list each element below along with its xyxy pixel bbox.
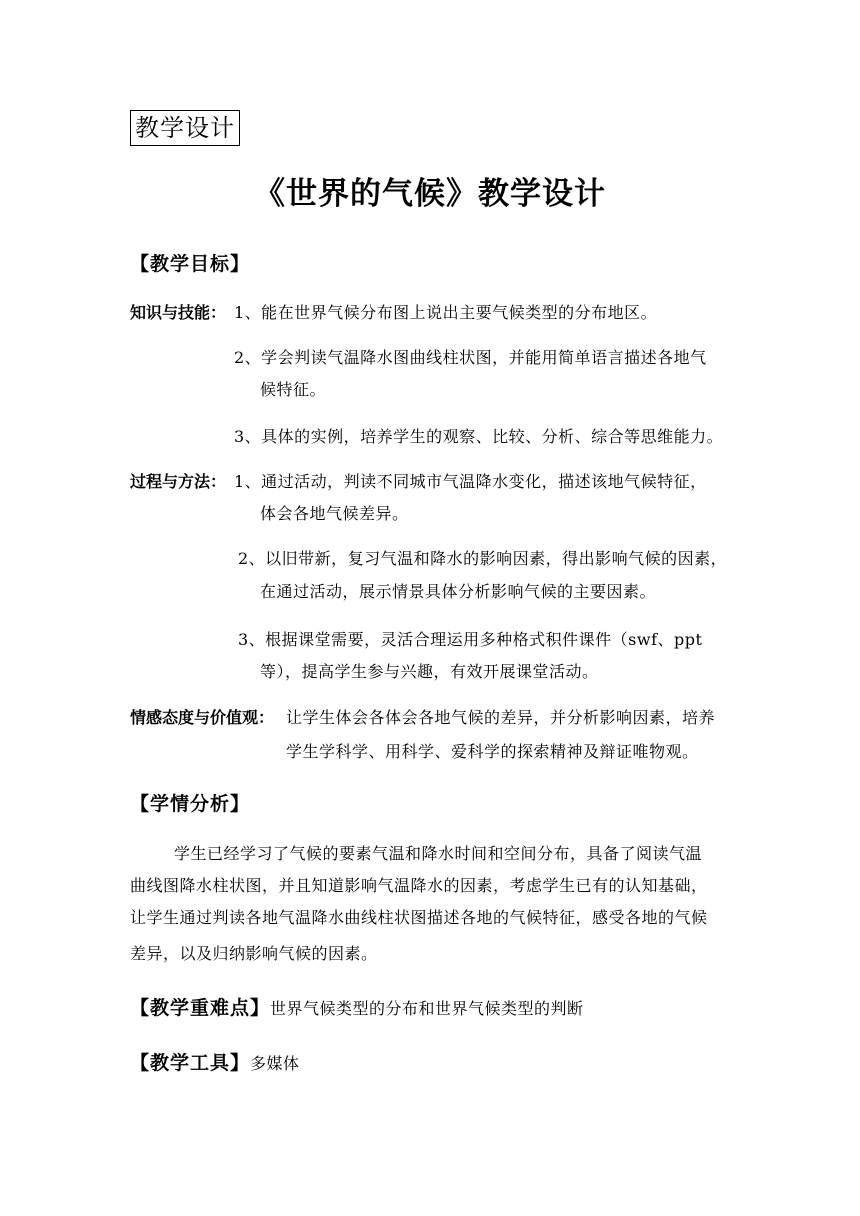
- process-line: 等），提高学生参与兴趣，有效开展课堂活动。: [260, 662, 599, 681]
- process-line: 3、根据课堂需要，灵活合理运用多种格式积件课件（swf、ppt: [238, 630, 703, 649]
- analysis-line: 学生已经学习了气候的要素气温和降水时间和空间分布，具备了阅读气温: [174, 844, 703, 863]
- tools-row: [130, 1049, 300, 1078]
- analysis-line: 差异，以及归纳影响气候的因素。: [130, 944, 378, 963]
- process-line: 2、以旧带新，复习气温和降水的影响因素，得出影响气候的因素，: [238, 549, 728, 568]
- knowledge-line: 3、具体的实例，培养学生的观察、比较、分析、综合等思维能力。: [234, 427, 724, 446]
- attitude-label: 情感态度与价值观：: [130, 708, 275, 727]
- objectives-heading: 【教学目标】: [130, 253, 251, 275]
- attitude-line: 让学生体会各体会各地气候的差异，并分析影响因素，培养: [286, 708, 716, 727]
- page-title: 《世界的气候》教学设计: [254, 176, 606, 212]
- process-label: 过程与方法：: [130, 472, 227, 491]
- key-points-text: 世界气候类型的分布和世界气候类型的判断: [270, 999, 584, 1018]
- tools-heading: 【教学工具】: [130, 1052, 251, 1074]
- knowledge-line: 1、能在世界气候分布图上说出主要气候类型的分布地区。: [234, 303, 658, 322]
- process-line: 体会各地气候差异。: [260, 504, 409, 523]
- attitude-line: 学生学科学、用科学、爱科学的探索精神及辩证唯物观。: [286, 742, 699, 761]
- analysis-heading: 【学情分析】: [130, 793, 251, 815]
- knowledge-line: 候特征。: [260, 380, 327, 399]
- knowledge-label: 知识与技能：: [130, 303, 227, 322]
- process-line: 在通过活动，展示情景具体分析影响气候的主要因素。: [260, 582, 657, 601]
- key-points-heading: 【教学重难点】: [130, 997, 271, 1019]
- knowledge-line: 2、学会判读气温降水图曲线柱状图，并能用简单语言描述各地气: [234, 348, 707, 367]
- header-box-label: 教学设计: [130, 110, 240, 146]
- analysis-line: 曲线图降水柱状图，并且知道影响气温降水的因素，考虑学生已有的认知基础，: [130, 876, 708, 895]
- key-points-row: [130, 994, 584, 1023]
- tools-text: 多媒体: [250, 1054, 300, 1073]
- analysis-line: 让学生通过判读各地气温降水曲线柱状图描述各地的气候特征，感受各地的气候: [130, 908, 708, 927]
- process-line: 1、通过活动，判读不同城市气温降水变化，描述该地气候特征，: [234, 472, 707, 491]
